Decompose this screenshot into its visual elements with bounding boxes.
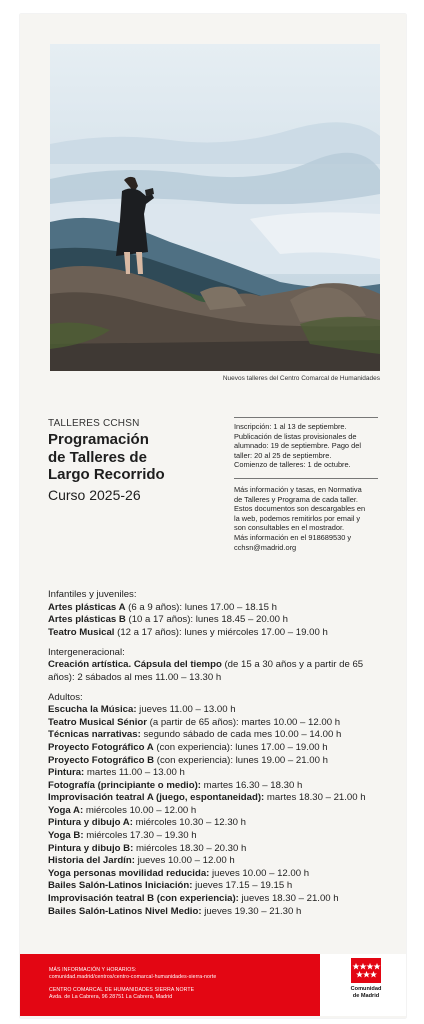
workshop-name: Bailes Salón-Latinos Iniciación: [48,880,193,892]
workshop-item [48,627,384,640]
workshop-name: Improvisación teatral B (con experiencia): [48,893,239,905]
workshop-name: Pintura y dibujo A: [48,817,133,829]
workshop-item [48,704,384,717]
workshop-schedule: jueves 11.00 – 13.00 h [136,704,236,716]
workshop-schedule: segundo sábado de cada mes 10.00 – 14.00 h [140,729,342,741]
workshop-schedule: martes 11.00 – 13.00 h [84,767,185,779]
workshop-schedule: jueves 19.30 – 21.30 h [201,905,302,917]
program-section [48,692,384,919]
workshop-item [48,855,384,868]
hero-photo [50,44,380,371]
workshop-name: Yoga B: [48,830,84,842]
workshop-schedule: (con experiencia): lunes 17.00 – 19.00 h [153,741,328,753]
workshop-item [48,880,384,893]
workshop-schedule: miércoles 17.30 – 19.30 h [83,830,197,842]
program-section [48,589,384,639]
workshop-name: Bailes Salón-Latinos Nivel Medio: [48,905,202,917]
info-line: de Talleres y Programa de cada taller. [234,494,358,504]
footer-url[interactable]: comunidad.madrid/centros/centro-comarcal-humanidades-sierra-norte [49,974,217,980]
kicker-text: TALLERES CCHSN [48,418,140,429]
workshop-item [48,717,384,730]
workshop-name: Historia del Jardín: [48,855,135,867]
footer-contact [49,967,216,981]
logo-line: de Madrid [352,993,380,999]
workshop-schedule: miércoles 18.30 – 20.30 h [133,842,247,854]
section-heading: Adultos: [48,691,83,703]
workshop-item [48,830,384,843]
info-line: Más información en el 918689530 y [234,532,352,542]
workshop-name: Teatro Musical Sénior [48,716,147,728]
workshop-item [48,729,384,742]
photo-caption: Nuevos talleres del Centro Comarcal de Humanidades [222,375,380,382]
workshop-name: Yoga A: [48,804,84,816]
info-line: Publicación de listas provisionales de [234,431,357,441]
workshop-item [48,843,384,856]
divider [234,417,378,418]
workshop-name: Fotografía (principiante o medio): [48,779,201,791]
workshop-schedule: (de 15 a 30 años y a partir de 65 años): 2 sábados al mes 11.00 – 13.30 h [48,659,364,683]
workshop-schedule: martes 16.30 – 18.30 h [200,779,303,791]
workshop-name: Yoga personas movilidad reducida: [48,867,210,879]
workshop-schedule: jueves 10.00 – 12.00 h [209,867,310,879]
workshop-schedule: (a partir de 65 años): martes 10.00 – 12.00 h [146,716,341,728]
workshop-name: Teatro Musical [48,626,115,638]
workshop-schedule: (6 a 9 años): lunes 17.00 – 18.15 h [125,601,277,613]
workshop-item [48,805,384,818]
info-line: taller: 20 al 25 de septiembre. [234,450,332,460]
section-heading: Infantiles y juveniles: [48,589,137,600]
info-line: son consultables en el mostrador. [234,523,345,533]
workshop-item [48,602,384,615]
workshop-item [48,767,384,780]
workshop-schedule: (12 a 17 años): lunes y miércoles 17.00 – 19.00 h [114,626,328,638]
workshop-name: Artes plásticas B [48,614,126,626]
info-line: Inscripción: 1 al 13 de septiembre. [234,422,347,431]
workshop-schedule: jueves 10.00 – 12.00 h [134,855,235,867]
workshop-name: Pintura: [48,767,85,779]
workshop-name: Improvisación teatral A (juego, espontaneidad): [48,792,265,804]
workshop-item [48,742,384,755]
footer-street: Avda. de La Cabrera, 96 28751 La Cabrera, Madrid [49,994,173,1000]
workshop-name: Escucha la Música: [48,704,137,716]
footer-bar [20,954,406,1016]
workshop-schedule: miércoles 10.00 – 12.00 h [83,804,197,816]
info-line: alumnado: 19 de septiembre. Pago del [234,441,361,451]
workshop-item [48,817,384,830]
email-link[interactable]: cchsn@madrid.org [234,542,297,552]
workshop-name: Proyecto Fotográfico B [48,754,155,766]
workshop-item [48,614,384,627]
workshop-item [48,893,384,906]
footer-heading: MÁS INFORMACIÓN Y HORARIOS: [49,967,137,973]
logo-line: Comunidad [350,986,382,992]
title-line: Largo Recorrido [48,466,165,483]
workshop-item [48,906,384,919]
workshop-name: Creación artística. Cápsula del tiempo [48,659,222,671]
workshop-schedule: martes 18.30 – 21.00 h [264,792,366,804]
workshop-name: Proyecto Fotográfico A [48,741,154,753]
workshop-item [48,868,384,881]
registration-info [234,422,378,470]
workshop-program [48,589,384,925]
comunidad-madrid-logo [320,954,406,1016]
workshop-item [48,659,384,684]
logo-text [344,986,388,1000]
workshop-schedule: jueves 18.30 – 21.00 h [238,893,339,905]
workshop-item [48,755,384,768]
madrid-flag-icon [351,958,381,983]
title-line: de Talleres de [48,448,147,466]
info-line: Más información y tasas, en Normativa [234,485,362,494]
workshop-schedule: jueves 17.15 – 19.15 h [192,880,293,892]
footer-center-name: CENTRO COMARCAL DE HUMANIDADES SIERRA NORTE [49,987,195,993]
divider [234,478,378,479]
workshop-name: Artes plásticas A [48,601,126,613]
workshop-item [48,780,384,793]
footer-address [49,987,194,1001]
info-line: Comienzo de talleres: 1 de octubre. [234,460,351,470]
workshop-name: Pintura y dibujo B: [48,842,134,854]
workshop-schedule: (con experiencia): lunes 19.00 – 21.00 h [154,754,328,766]
page-title [48,431,208,484]
workshop-item [48,792,384,805]
workshop-schedule: (10 a 17 años): lunes 18.45 – 20.00 h [125,614,289,626]
section-heading: Intergeneracional: [48,646,125,658]
info-line: Estos documentos son descargables en [234,504,366,514]
more-info [234,485,378,552]
program-section [48,647,384,685]
workshop-name: Técnicas narrativas: [48,729,141,741]
info-line: la web, podemos remitirlos por email y [234,513,361,523]
title-line: Programación [48,431,149,448]
workshop-schedule: miércoles 10.30 – 12.30 h [132,817,246,829]
page-subtitle: Curso 2025-26 [48,487,141,503]
